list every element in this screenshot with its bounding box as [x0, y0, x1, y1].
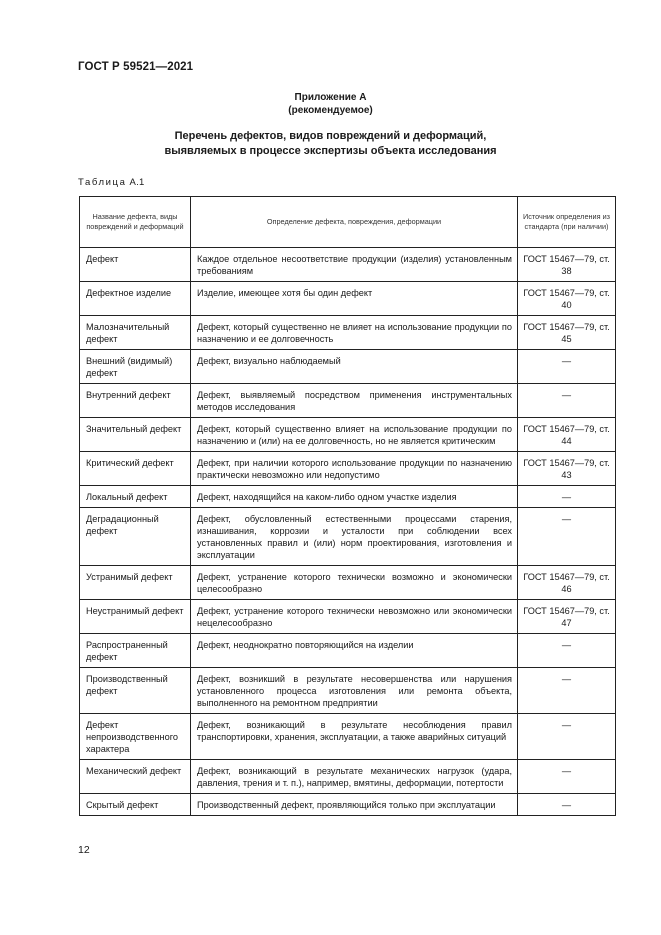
title-line-2: выявляемых в процессе экспертизы объекта исследования [164, 145, 497, 157]
defect-definition: Дефект, который существенно влияет на использование продукции по назначению и (или) на ее долговечность, но не является критическим [191, 418, 518, 452]
column-header-source: Источник определения из стандарта (при наличии) [518, 197, 616, 248]
defect-definition: Дефект, устранение которого технически возможно и экономически целесообразно [191, 566, 518, 600]
table-header-row [80, 197, 616, 248]
defect-name: Деградационный дефект [80, 508, 191, 566]
defect-name: Внутренний дефект [80, 384, 191, 418]
appendix-title: Приложение А [294, 92, 367, 103]
defect-definition: Дефект, при наличии которого использование продукции по назначению практически невозможно или недопустимо [191, 452, 518, 486]
column-header-name: Название дефекта, виды повреждений и деформаций [80, 197, 191, 248]
appendix-subtitle: (рекомендуемое) [288, 105, 373, 116]
column-header-definition: Определение дефекта, повреждения, деформации [191, 197, 518, 248]
table-row [80, 566, 616, 600]
table-row [80, 248, 616, 282]
defect-name: Критический дефект [80, 452, 191, 486]
defect-source: ГОСТ 15467—79, ст. 43 [518, 452, 616, 486]
defect-definition: Изделие, имеющее хотя бы один дефект [191, 282, 518, 316]
defect-name: Локальный дефект [80, 486, 191, 508]
table-row [80, 452, 616, 486]
defect-source: ГОСТ 15467—79, ст. 45 [518, 316, 616, 350]
defect-name: Внешний (видимый) дефект [80, 350, 191, 384]
defect-definition: Производственный дефект, проявляющийся только при эксплуатации [191, 794, 518, 816]
defect-definition: Дефект, возникший в результате несовершенства или нарушения установленного процесса изготовления или ремонта объекта, выполненного на ремонтном предприятии [191, 668, 518, 714]
defect-name: Устранимый дефект [80, 566, 191, 600]
defect-source: ГОСТ 15467—79, ст. 46 [518, 566, 616, 600]
defect-source: — [518, 350, 616, 384]
table-row [80, 418, 616, 452]
table-row [80, 794, 616, 816]
defect-name: Производственный дефект [80, 668, 191, 714]
defect-definition: Дефект, устранение которого технически невозможно или экономически нецелесообразно [191, 600, 518, 634]
table-row [80, 486, 616, 508]
defect-name: Дефект [80, 248, 191, 282]
table-row [80, 384, 616, 418]
defect-source: — [518, 668, 616, 714]
defects-table [79, 196, 616, 816]
table-row [80, 714, 616, 760]
defect-name: Распространенный дефект [80, 634, 191, 668]
defect-source: — [518, 714, 616, 760]
defect-source: — [518, 794, 616, 816]
table-row [80, 316, 616, 350]
defect-name: Неустранимый дефект [80, 600, 191, 634]
table-caption-number: А.1 [129, 177, 145, 188]
appendix-heading [0, 91, 661, 117]
defect-name: Значительный дефект [80, 418, 191, 452]
defect-definition: Дефект, обусловленный естественными процессами старения, изнашивания, коррозии и усталости при соблюдении всех установленных правил и (или) норм проектирования, изготовления и эксплуатации [191, 508, 518, 566]
table-row [80, 634, 616, 668]
defect-source: ГОСТ 15467—79, ст. 40 [518, 282, 616, 316]
table-caption-label: Таблица [78, 177, 127, 188]
defect-source: ГОСТ 15467—79, ст. 38 [518, 248, 616, 282]
table-row [80, 600, 616, 634]
defect-source: ГОСТ 15467—79, ст. 47 [518, 600, 616, 634]
defect-definition: Дефект, неоднократно повторяющийся на изделии [191, 634, 518, 668]
title-line-1: Перечень дефектов, видов повреждений и деформаций, [174, 130, 487, 142]
defect-definition: Дефект, выявляемый посредством применения инструментальных методов исследования [191, 384, 518, 418]
table-row [80, 350, 616, 384]
defect-name: Дефектное изделие [80, 282, 191, 316]
defect-source: ГОСТ 15467—79, ст. 44 [518, 418, 616, 452]
document-header: ГОСТ Р 59521—2021 [78, 61, 194, 73]
defect-definition: Дефект, который существенно не влияет на использование продукции по назначению и ее долговечность [191, 316, 518, 350]
page-title [0, 129, 661, 159]
defect-definition: Дефект, возникающий в результате механических нагрузок (удара, давления, трения и т. п.), например, вмятины, деформации, потертости [191, 760, 518, 794]
table-row [80, 508, 616, 566]
defect-name: Механический дефект [80, 760, 191, 794]
defect-definition: Каждое отдельное несоответствие продукции (изделия) установленным требованиям [191, 248, 518, 282]
defect-source: — [518, 634, 616, 668]
table-row [80, 760, 616, 794]
defect-name: Скрытый дефект [80, 794, 191, 816]
defect-source: — [518, 508, 616, 566]
defect-source: — [518, 384, 616, 418]
defect-name: Малозначительный дефект [80, 316, 191, 350]
defect-name: Дефект непроизводственного характера [80, 714, 191, 760]
defect-definition: Дефект, визуально наблюдаемый [191, 350, 518, 384]
table-row [80, 282, 616, 316]
defect-definition: Дефект, находящийся на каком-либо одном участке изделия [191, 486, 518, 508]
page-number: 12 [78, 844, 90, 856]
defect-source: — [518, 486, 616, 508]
defect-source: — [518, 760, 616, 794]
defect-definition: Дефект, возникающий в результате несоблюдения правил транспортировки, хранения, эксплуатации, а также аварийных ситуаций [191, 714, 518, 760]
table-row [80, 668, 616, 714]
table-caption [78, 177, 145, 188]
